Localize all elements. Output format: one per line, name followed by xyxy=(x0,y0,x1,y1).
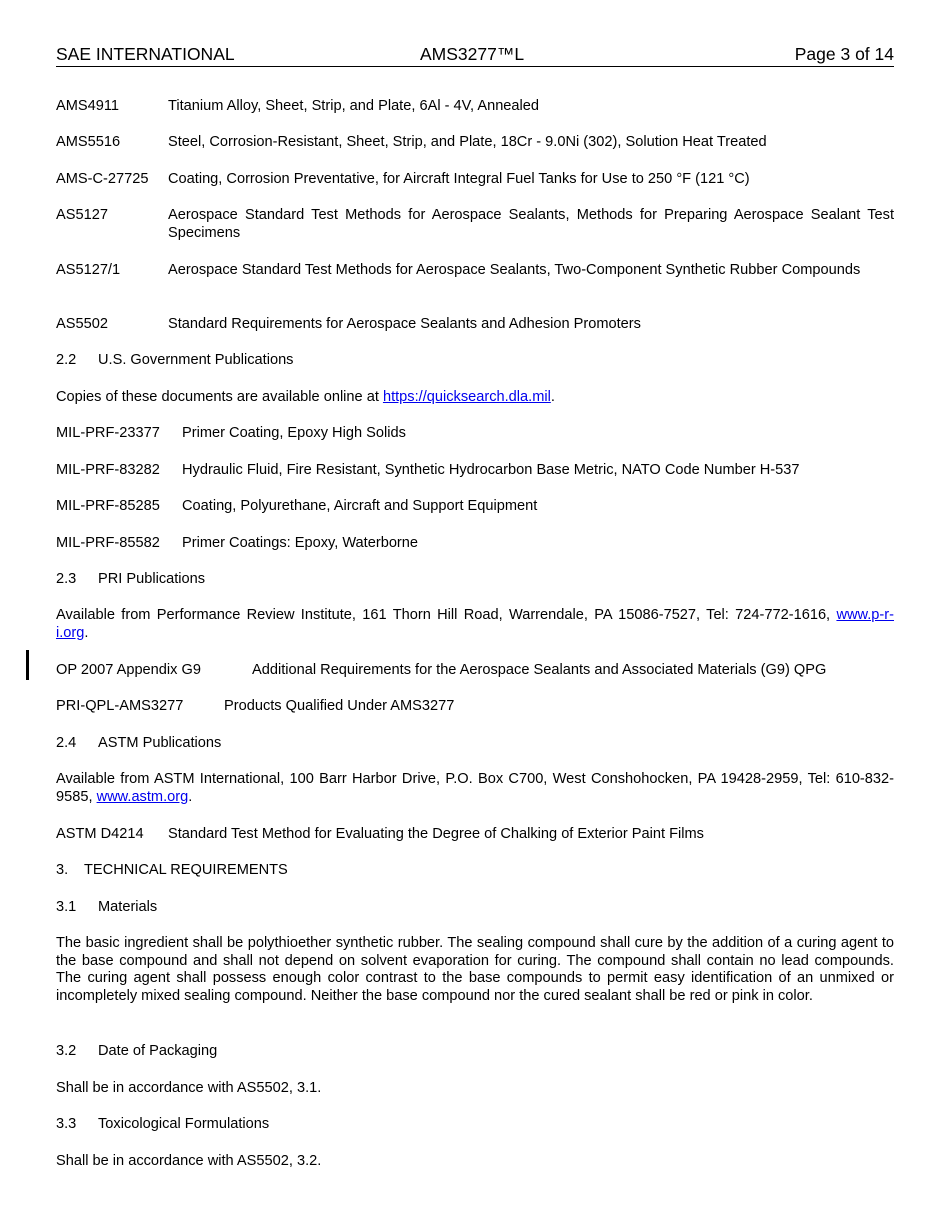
ref-desc: Primer Coatings: Epoxy, Waterborne xyxy=(182,535,419,551)
astm-link[interactable]: www.astm.org xyxy=(96,788,189,805)
ref-code: AMS5516 xyxy=(56,134,121,150)
ref-row xyxy=(56,171,894,189)
section-number: 3.3 xyxy=(56,1116,77,1132)
ref-row xyxy=(56,262,894,298)
section-number: 2.2 xyxy=(56,352,77,368)
section-number: 2.4 xyxy=(56,735,77,751)
ref-code: OP 2007 Appendix G9 xyxy=(56,662,201,678)
ref-row xyxy=(56,134,894,152)
ref-code: MIL-PRF-23377 xyxy=(56,425,160,441)
ref-row xyxy=(56,662,894,680)
section-2-4-intro xyxy=(56,771,894,806)
section-number: 3. xyxy=(56,862,69,878)
ref-desc: Steel, Corrosion-Resistant, Sheet, Strip, and Plate, 18Cr - 9.0Ni (302), Solution Heat Treated xyxy=(168,134,767,150)
ref-desc: Hydraulic Fluid, Fire Resistant, Synthetic Hydrocarbon Base Metric, NATO Code Number H-537 xyxy=(182,462,800,478)
section-title: TECHNICAL REQUIREMENTS xyxy=(84,862,288,878)
ref-desc: Additional Requirements for the Aerospace Sealants and Associated Materials (G9) QPG xyxy=(252,662,827,678)
header-doc-number: AMS3277™L xyxy=(420,44,525,64)
section-title: Materials xyxy=(98,899,158,915)
section-title: Toxicological Formulations xyxy=(98,1116,270,1132)
section-title: Date of Packaging xyxy=(98,1043,218,1059)
quicksearch-link[interactable]: https://quicksearch.dla.mil xyxy=(382,389,551,405)
intro-end: . xyxy=(550,389,555,405)
ref-row xyxy=(56,498,894,516)
revision-bar xyxy=(26,650,29,680)
ref-code: AS5127/1 xyxy=(56,262,121,278)
intro-end: . xyxy=(84,624,89,641)
section-2-3-intro xyxy=(56,607,894,642)
ref-desc: Standard Requirements for Aerospace Sealants and Adhesion Promoters xyxy=(168,316,641,332)
ref-code: AMS4911 xyxy=(56,98,120,114)
section-heading-3-2 xyxy=(56,1043,894,1061)
ref-row xyxy=(56,462,894,480)
section-2-2-intro xyxy=(56,389,894,407)
ref-code: PRI-QPL-AMS3277 xyxy=(56,698,184,714)
ref-code: MIL-PRF-85285 xyxy=(56,498,160,514)
section-number: 3.2 xyxy=(56,1043,77,1059)
ref-row xyxy=(56,698,894,716)
ref-code: AMS-C-27725 xyxy=(56,171,149,187)
ref-desc: Aerospace Standard Test Methods for Aerospace Sealants, Two-Component Synthetic Rubber Compounds xyxy=(168,262,861,278)
intro-text: Copies of these documents are available online at xyxy=(56,389,383,405)
ref-desc: Coating, Corrosion Preventative, for Aircraft Integral Fuel Tanks for Use to 250 °F (121 °C) xyxy=(168,171,750,187)
ref-code: AS5127 xyxy=(56,207,108,223)
ref-row xyxy=(56,316,894,334)
ref-code: AS5502 xyxy=(56,316,108,332)
ref-code: MIL-PRF-83282 xyxy=(56,462,160,478)
ref-desc: Primer Coating, Epoxy High Solids xyxy=(182,425,406,441)
packaging-paragraph: Shall be in accordance with AS5502, 3.1. xyxy=(56,1080,322,1096)
intro-end: . xyxy=(188,788,193,805)
ref-desc: Titanium Alloy, Sheet, Strip, and Plate, 6Al - 4V, Annealed xyxy=(168,98,540,114)
section-heading-3-3 xyxy=(56,1116,894,1134)
section-heading-3-1 xyxy=(56,899,894,917)
ref-desc: Coating, Polyurethane, Aircraft and Support Equipment xyxy=(182,498,538,514)
ref-code: MIL-PRF-85582 xyxy=(56,535,160,551)
header-page-number: Page 3 of 14 xyxy=(794,44,894,64)
page-header xyxy=(56,44,894,67)
ref-desc: Aerospace Standard Test Methods for Aerospace Sealants, Methods for Preparing Aerospace Sealant Test Specimens xyxy=(168,207,894,241)
ref-row xyxy=(56,98,894,116)
section-title: U.S. Government Publications xyxy=(98,352,294,368)
section-heading-3 xyxy=(56,862,894,880)
ref-row xyxy=(56,207,894,243)
pri-link[interactable]: www.p-r-i.org xyxy=(56,607,894,641)
ref-desc: Products Qualified Under AMS3277 xyxy=(224,698,455,714)
section-title: ASTM Publications xyxy=(98,735,222,751)
intro-text: Available from Performance Review Institute, 161 Thorn Hill Road, Warrendale, PA 15086-7527, Tel: 724-772-1616, xyxy=(56,607,837,623)
section-heading-2-3 xyxy=(56,571,894,589)
section-number: 3.1 xyxy=(56,899,77,915)
section-title: PRI Publications xyxy=(98,571,206,587)
ref-row xyxy=(56,425,894,443)
ref-row xyxy=(56,826,894,844)
section-heading-2-2 xyxy=(56,352,894,370)
toxicological-paragraph: Shall be in accordance with AS5502, 3.2. xyxy=(56,1153,322,1169)
materials-paragraph: The basic ingredient shall be polythioether synthetic rubber. The sealing compound shall cure by the addition of a curing agent to the base compound and shall not depend on solvent evaporation for curing. The compound shall contain no lead compounds. The curing agent shall possess enough color contrast to the base compounds to permit easy identification of an unmixed or incompletely mixed sealing compound. Neither the base compound nor the cured sealant shall be red or pink in color. xyxy=(56,935,894,1004)
section-number: 2.3 xyxy=(56,571,77,587)
section-heading-2-4 xyxy=(56,735,894,753)
ref-code: ASTM D4214 xyxy=(56,826,144,842)
ref-row xyxy=(56,535,894,553)
ref-desc: Standard Test Method for Evaluating the Degree of Chalking of Exterior Paint Films xyxy=(168,826,704,842)
header-org: SAE INTERNATIONAL xyxy=(56,44,235,64)
intro-text: Available from ASTM International, 100 Barr Harbor Drive, P.O. Box C700, West Conshohocken, PA 19428-2959, Tel: 610-832-9585, xyxy=(56,771,894,805)
